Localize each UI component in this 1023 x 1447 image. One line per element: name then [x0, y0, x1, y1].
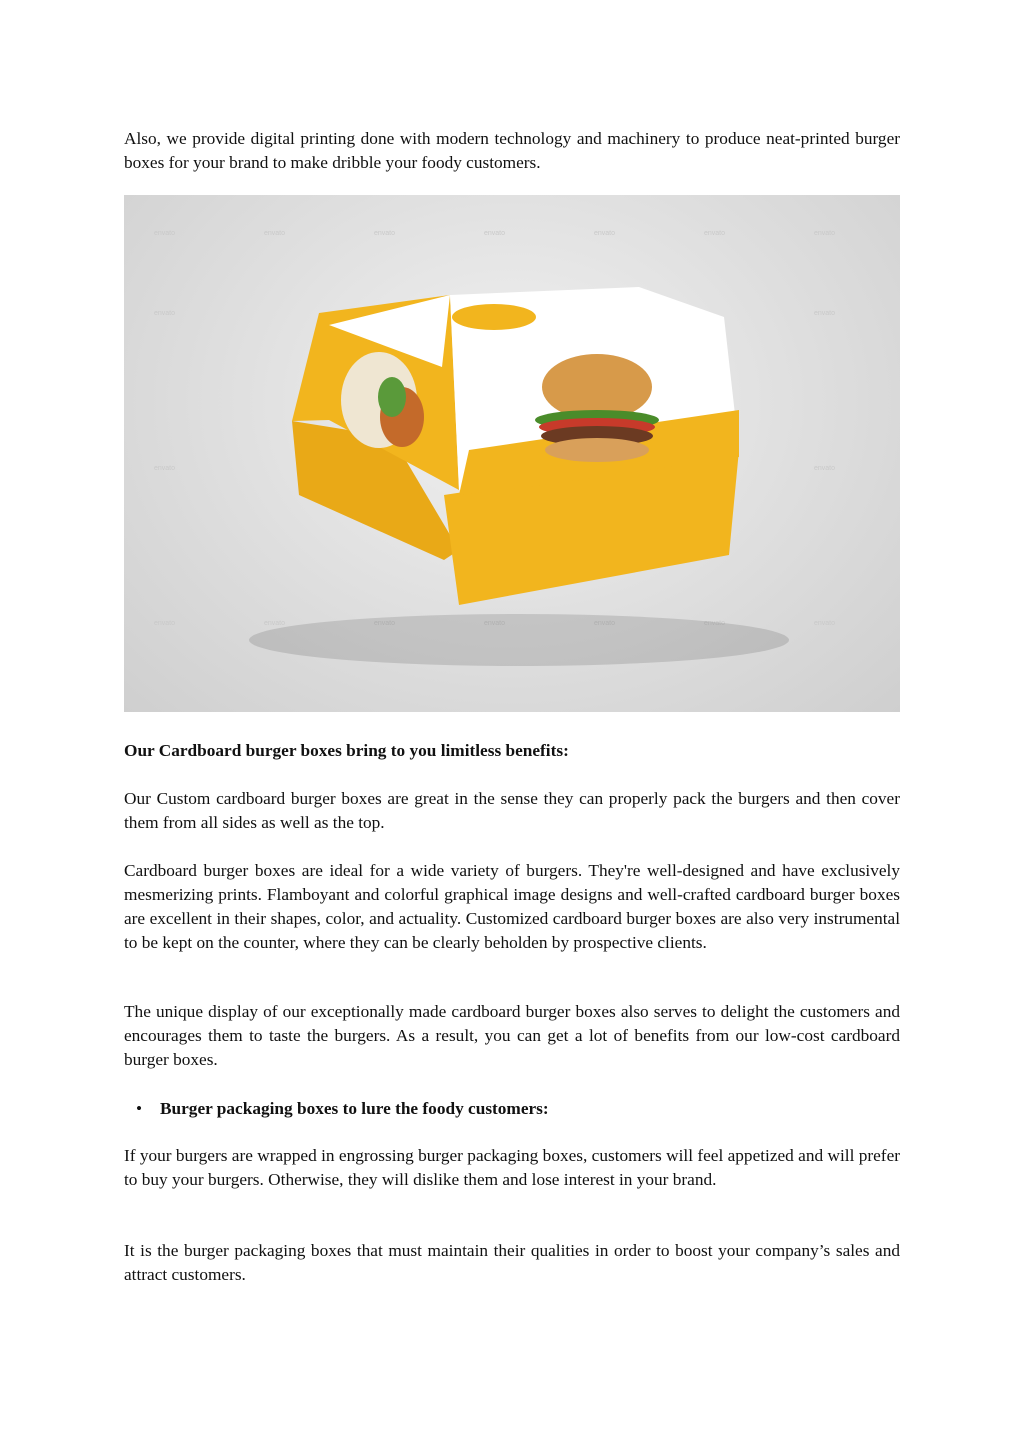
svg-text:envato: envato [154, 230, 176, 237]
svg-text:envato: envato [704, 230, 726, 237]
svg-text:envato: envato [154, 465, 176, 472]
svg-text:envato: envato [374, 230, 396, 237]
bullet-marker: • [136, 1099, 143, 1118]
svg-text:envato: envato [484, 230, 506, 237]
svg-text:envato: envato [814, 465, 836, 472]
svg-text:envato: envato [594, 230, 616, 237]
svg-text:envato: envato [814, 310, 836, 317]
svg-text:envato: envato [154, 310, 176, 317]
bullet-text: Burger packaging boxes to lure the foody customers: [160, 1099, 549, 1118]
intro-paragraph: Also, we provide digital printing done with modern technology and machinery to produce neat-printed burger boxes for your brand to make dribble your foody customers. [124, 129, 900, 172]
svg-text:envato: envato [594, 620, 616, 627]
svg-text:envato: envato [814, 620, 836, 627]
bullet-item [136, 1097, 549, 1121]
burger-box-illustration [124, 195, 900, 712]
paragraph-2: Cardboard burger boxes are ideal for a wide variety of burgers. They're well-designed and have exclusively mesmerizing prints. Flamboyant and colorful graphical image designs and well-crafted cardboard burger boxes are excellent in their shapes, color, and actuality. Customized cardboard burger boxes are also very instrumental to be kept on the counter, where they can be clearly beholden by prospective clients. [124, 861, 900, 952]
svg-text:envato: envato [484, 620, 506, 627]
svg-text:envato: envato [704, 620, 726, 627]
paragraph-1: Our Custom cardboard burger boxes are great in the sense they can properly pack the burgers and then cover them from all sides as well as the top. [124, 789, 900, 832]
svg-text:envato: envato [374, 620, 396, 627]
box-shadow [249, 614, 789, 666]
paragraph-4: If your burgers are wrapped in engrossing burger packaging boxes, customers will feel appetized and will prefer to buy your burgers. Otherwise, they will dislike them and lose interest in your brand. [124, 1146, 900, 1189]
paragraph-3: The unique display of our exceptionally made cardboard burger boxes also serves to delight the customers and encourages them to taste the burgers. As a result, you can get a lot of benefits from our low-cost cardboard burger boxes. [124, 1002, 900, 1069]
paragraph-5: It is the burger packaging boxes that must maintain their qualities in order to boost your company’s sales and attract customers. [124, 1241, 900, 1284]
section-heading: Our Cardboard burger boxes bring to you limitless benefits: [124, 741, 569, 760]
svg-text:envato: envato [814, 230, 836, 237]
svg-text:envato: envato [154, 620, 176, 627]
svg-text:envato: envato [264, 620, 286, 627]
brand-oval [452, 304, 536, 330]
svg-text:envato: envato [264, 230, 286, 237]
burger-box-photo [124, 195, 900, 712]
